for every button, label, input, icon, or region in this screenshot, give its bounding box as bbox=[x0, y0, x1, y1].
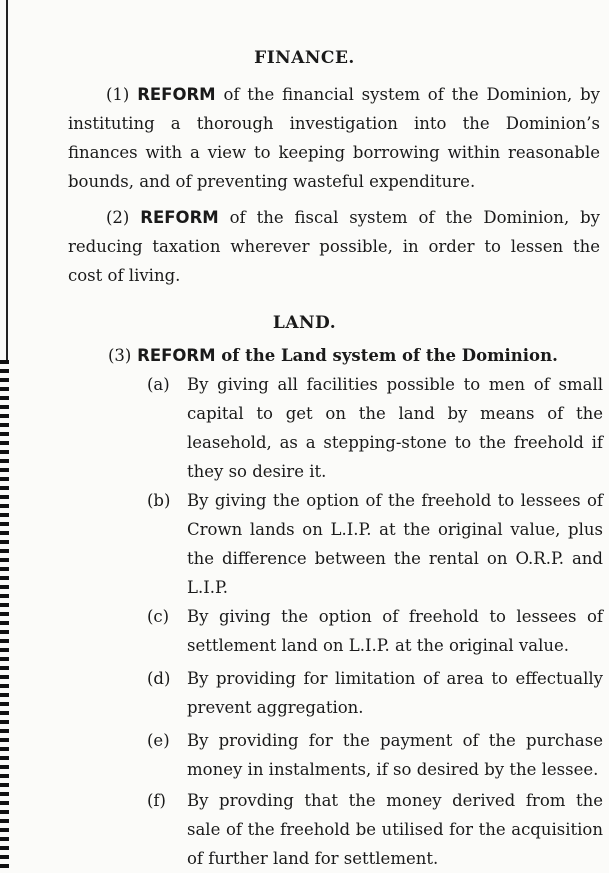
item-d-label: (d) bbox=[147, 669, 171, 688]
para-1-keyword: REFORM bbox=[137, 85, 216, 104]
para-2-number: (2) bbox=[106, 208, 130, 227]
item-b-label: (b) bbox=[147, 491, 171, 510]
para-3-keyword: REFORM bbox=[137, 346, 216, 365]
finance-paragraph-1 bbox=[68, 80, 600, 196]
para-1-number: (1) bbox=[106, 85, 130, 104]
item-e-label: (e) bbox=[147, 731, 170, 750]
land-item-d bbox=[147, 664, 603, 722]
item-f-text: By provding that the money derived from the sale of the freehold be utilised for the acquisition of further land for settlement. bbox=[187, 791, 603, 868]
para-3-number: (3) bbox=[108, 346, 132, 365]
item-b-text: By giving the option of the freehold to lessees of Crown lands on L.I.P. at the original value, plus the difference between the rental on O.R.P. and L.I.P. bbox=[187, 491, 603, 597]
para-2-keyword: REFORM bbox=[140, 208, 219, 227]
finance-heading: FINANCE. bbox=[254, 48, 355, 68]
para-3-text: of the Land system of the Dominion. bbox=[221, 346, 558, 365]
item-c-text: By giving the option of freehold to lessees of settlement land on L.I.P. at the original value. bbox=[187, 607, 603, 655]
para-2-text: of the fiscal system of the Dominion, by reducing taxation wherever possible, in order to lessen the cost of living. bbox=[68, 208, 600, 285]
para-1-text: of the financial system of the Dominion, by instituting a thorough investigation into the Dominion’s finances with a view to keeping borrowing within reasonable bounds, and of preventing wasteful expenditure. bbox=[68, 85, 601, 191]
finance-paragraph-2 bbox=[68, 203, 600, 290]
item-f-label: (f) bbox=[147, 791, 166, 810]
land-item-b bbox=[147, 486, 603, 602]
land-heading: LAND. bbox=[272, 313, 337, 333]
land-item-f bbox=[147, 786, 603, 873]
item-e-text: By providing for the payment of the purchase money in instalments, if so desired by the lessee. bbox=[187, 731, 603, 779]
land-paragraph-3 bbox=[108, 341, 558, 370]
item-a-label: (a) bbox=[147, 375, 170, 394]
item-a-text: By giving all facilities possible to men of small capital to get on the land by means of the leasehold, as a stepping-stone to the freehold if they so desire it. bbox=[187, 375, 603, 481]
left-decorative-border bbox=[0, 360, 9, 868]
item-c-label: (c) bbox=[147, 607, 170, 626]
land-item-e bbox=[147, 726, 603, 784]
land-item-a bbox=[147, 370, 603, 486]
item-d-text: By providing for limitation of area to effectually prevent aggregation. bbox=[187, 669, 603, 717]
land-item-c bbox=[147, 602, 603, 660]
